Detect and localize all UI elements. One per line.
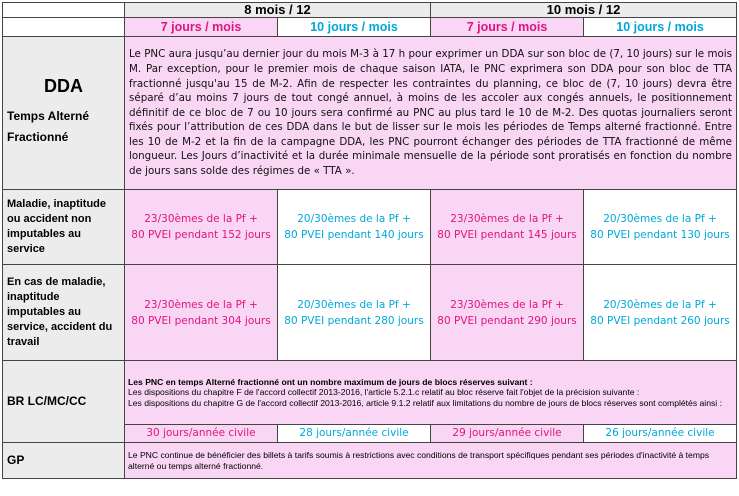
br-value-7d-8m: 30 jours/année civile [125, 425, 278, 443]
maladie-row [3, 190, 737, 265]
service-label: En cas de maladie, inaptitude imputables au service, accident du travail [3, 265, 125, 361]
br-description [125, 361, 737, 425]
sub-10-days-8m: 10 jours / mois [278, 18, 431, 37]
dda-title: DDA [44, 75, 83, 96]
period-header-row [3, 3, 737, 18]
dda-subtitle-line1: Temps Alterné [7, 108, 90, 123]
br-label: BR LC/MC/CC [3, 361, 125, 443]
sub-10-days-10m: 10 jours / mois [584, 18, 737, 37]
gp-label: GP [3, 443, 125, 479]
corner-cell [3, 3, 125, 18]
br-value-10d-10m: 26 jours/année civile [584, 425, 737, 443]
dda-label [3, 37, 125, 190]
period-8-months: 8 mois / 12 [125, 3, 431, 18]
period-10-months: 10 mois / 12 [431, 3, 737, 18]
gp-description: Le PNC continue de bénéficier des billets à tarifs soumis à restrictions avec conditions de transport spécifiques pendant ses périodes d'inactivité à temps alterné ou temps alterné fractionné. [125, 443, 737, 479]
service-cell-7d-10m: 23/30èmes de la Pf + 80 PVEI pendant 290 jours [431, 265, 584, 361]
gp-row [3, 443, 737, 479]
br-heading: Les PNC en temps Alterné fractionné ont un nombre maximum de jours de blocs réserves suivant : [128, 376, 533, 387]
regime-table [2, 2, 737, 479]
br-text-row [3, 361, 737, 425]
service-cell-7d-8m: 23/30èmes de la Pf + 80 PVEI pendant 304 jours [125, 265, 278, 361]
service-cell-10d-10m: 20/30èmes de la Pf + 80 PVEI pendant 260 jours [584, 265, 737, 361]
dda-subtitle-line2: Fractionné [7, 129, 69, 144]
dda-row [3, 37, 737, 190]
maladie-cell-10d-10m: 20/30èmes de la Pf + 80 PVEI pendant 130 jours [584, 190, 737, 265]
br-line1: Les dispositions du chapitre F de l'accord collectif 2013-2016, l'article 5.2.1.c relatif au bloc réserve fait l'objet de la précision suivante : [128, 387, 640, 398]
dda-description: Le PNC aura jusqu’au dernier jour du mois M-3 à 17 h pour exprimer un DDA sur son bloc de (7, 10 jours) sur le mois M. Par exception, pour le premier mois de chaque saison IATA, le PNC exprimera son DDA pour son bloc de TTA fractionné jusqu'au 15 de M-2. Afin de respecter les contraintes du planning, ce bloc de (7, 10 jours) devra être séparé d’au moins 7 jours de tout congé annuel, à moins de les accoler aux congés annuels, le positionnement définitif de ce bloc de 7 ou 10 jours sera confirmé au PNC au plus tard le 10 de M-2. Des quotas journaliers seront fixés pour l’attribution de ces DDA dans le but de lisser sur le mois les périodes de Temps alterné fractionné. Entre les 10 de M-2 et la fin de la campagne DDA, les PNC pourront échanger des périodes de TTA fractionné de même longueur. Les Jours d’inactivité et la durée minimale mensuelle de la période sont proratisés en fonction du nombre de jours sans solde des régimes de « TTA ». [125, 37, 737, 190]
sub-7-days-10m: 7 jours / mois [431, 18, 584, 37]
corner-cell-2 [3, 18, 125, 37]
service-cell-10d-8m: 20/30èmes de la Pf + 80 PVEI pendant 280 jours [278, 265, 431, 361]
service-row [3, 265, 737, 361]
maladie-cell-7d-8m: 23/30èmes de la Pf + 80 PVEI pendant 152 jours [125, 190, 278, 265]
maladie-label: Maladie, inaptitude ou accident non imputables au service [3, 190, 125, 265]
br-value-10d-8m: 28 jours/année civile [278, 425, 431, 443]
br-line2: Les dispositions du chapitre G de l'accord collectif 2013-2016, article 9.1.2 relatif aux limitations du nombre de jours de blocs réserves sont complétés ainsi : [128, 397, 722, 408]
sub-7-days-8m: 7 jours / mois [125, 18, 278, 37]
br-value-7d-10m: 29 jours/année civile [431, 425, 584, 443]
maladie-cell-10d-8m: 20/30èmes de la Pf + 80 PVEI pendant 140 jours [278, 190, 431, 265]
days-header-row [3, 18, 737, 37]
maladie-cell-7d-10m: 23/30èmes de la Pf + 80 PVEI pendant 145 jours [431, 190, 584, 265]
